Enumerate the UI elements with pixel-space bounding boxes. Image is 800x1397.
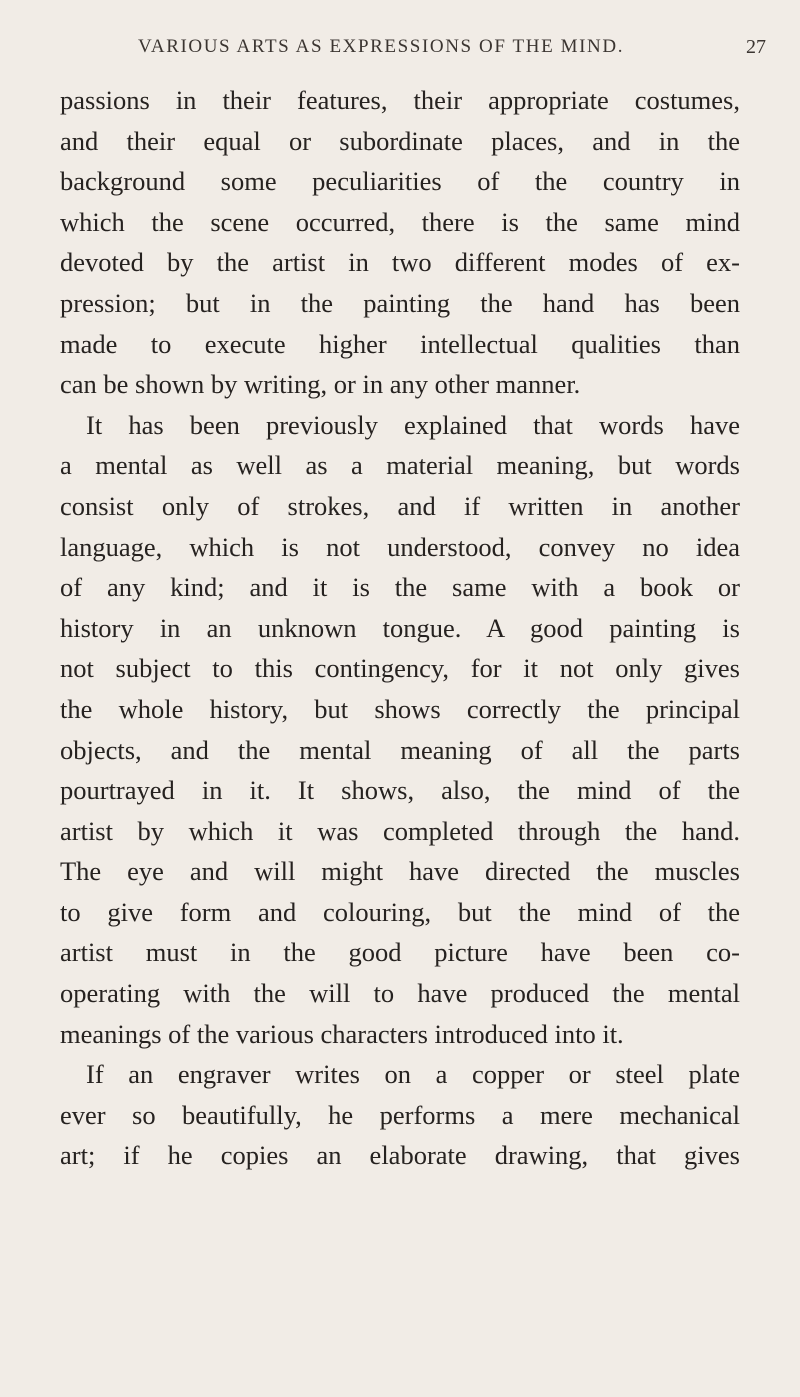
- text-line: of any kind; and it is the same with a book or: [60, 572, 740, 603]
- text-line: objects, and the mental meaning of all the parts: [60, 734, 740, 765]
- text-line: ever so beautifully, he performs a mere mechanical: [60, 1099, 740, 1130]
- paragraph-first-line: If an engraver writes on a copper or steel plate: [86, 1059, 740, 1090]
- text-line: art; if he copies an elaborate drawing, that gives: [60, 1140, 740, 1171]
- text-line: passions in their features, their appropriate costumes,: [60, 85, 740, 115]
- body-text: [60, 80, 740, 1176]
- text-line: consist only of strokes, and if written in another: [60, 490, 740, 521]
- text-line: language, which is not understood, convey no idea: [60, 531, 740, 562]
- text-line: operating with the will to have produced the mental: [60, 978, 740, 1009]
- text-line: The eye and will might have directed the muscles: [60, 856, 740, 887]
- text-line: artist must in the good picture have been co-: [60, 937, 740, 968]
- text-line: and their equal or subordinate places, and in the: [60, 125, 740, 156]
- text-line: artist by which it was completed through the hand.: [60, 815, 740, 846]
- text-line: pourtrayed in it. It shows, also, the mind of the: [60, 775, 740, 806]
- page-number: 27: [746, 36, 766, 58]
- text-line: pression; but in the painting the hand has been: [60, 287, 740, 318]
- text-line: history in an unknown tongue. A good painting is: [60, 612, 740, 643]
- text-line: not subject to this contingency, for it not only gives: [60, 653, 740, 684]
- text-line: background some peculiarities of the country in: [60, 166, 740, 197]
- text-line: made to execute higher intellectual qualities than: [60, 328, 740, 359]
- text-line: can be shown by writing, or in any other manner.: [60, 369, 581, 400]
- text-line: devoted by the artist in two different modes of ex-: [60, 247, 740, 278]
- text-line: to give form and colouring, but the mind of the: [60, 896, 740, 927]
- text-line: which the scene occurred, there is the same mind: [60, 206, 740, 237]
- text-line: a mental as well as a material meaning, but words: [60, 450, 740, 481]
- text-line: meanings of the various characters introduced into it.: [60, 1018, 624, 1049]
- running-head: [60, 36, 766, 70]
- paragraph-first-line: It has been previously explained that words have: [86, 409, 740, 440]
- text-line: the whole history, but shows correctly the principal: [60, 693, 740, 724]
- running-title: VARIOUS ARTS AS EXPRESSIONS OF THE MIND.: [138, 36, 625, 57]
